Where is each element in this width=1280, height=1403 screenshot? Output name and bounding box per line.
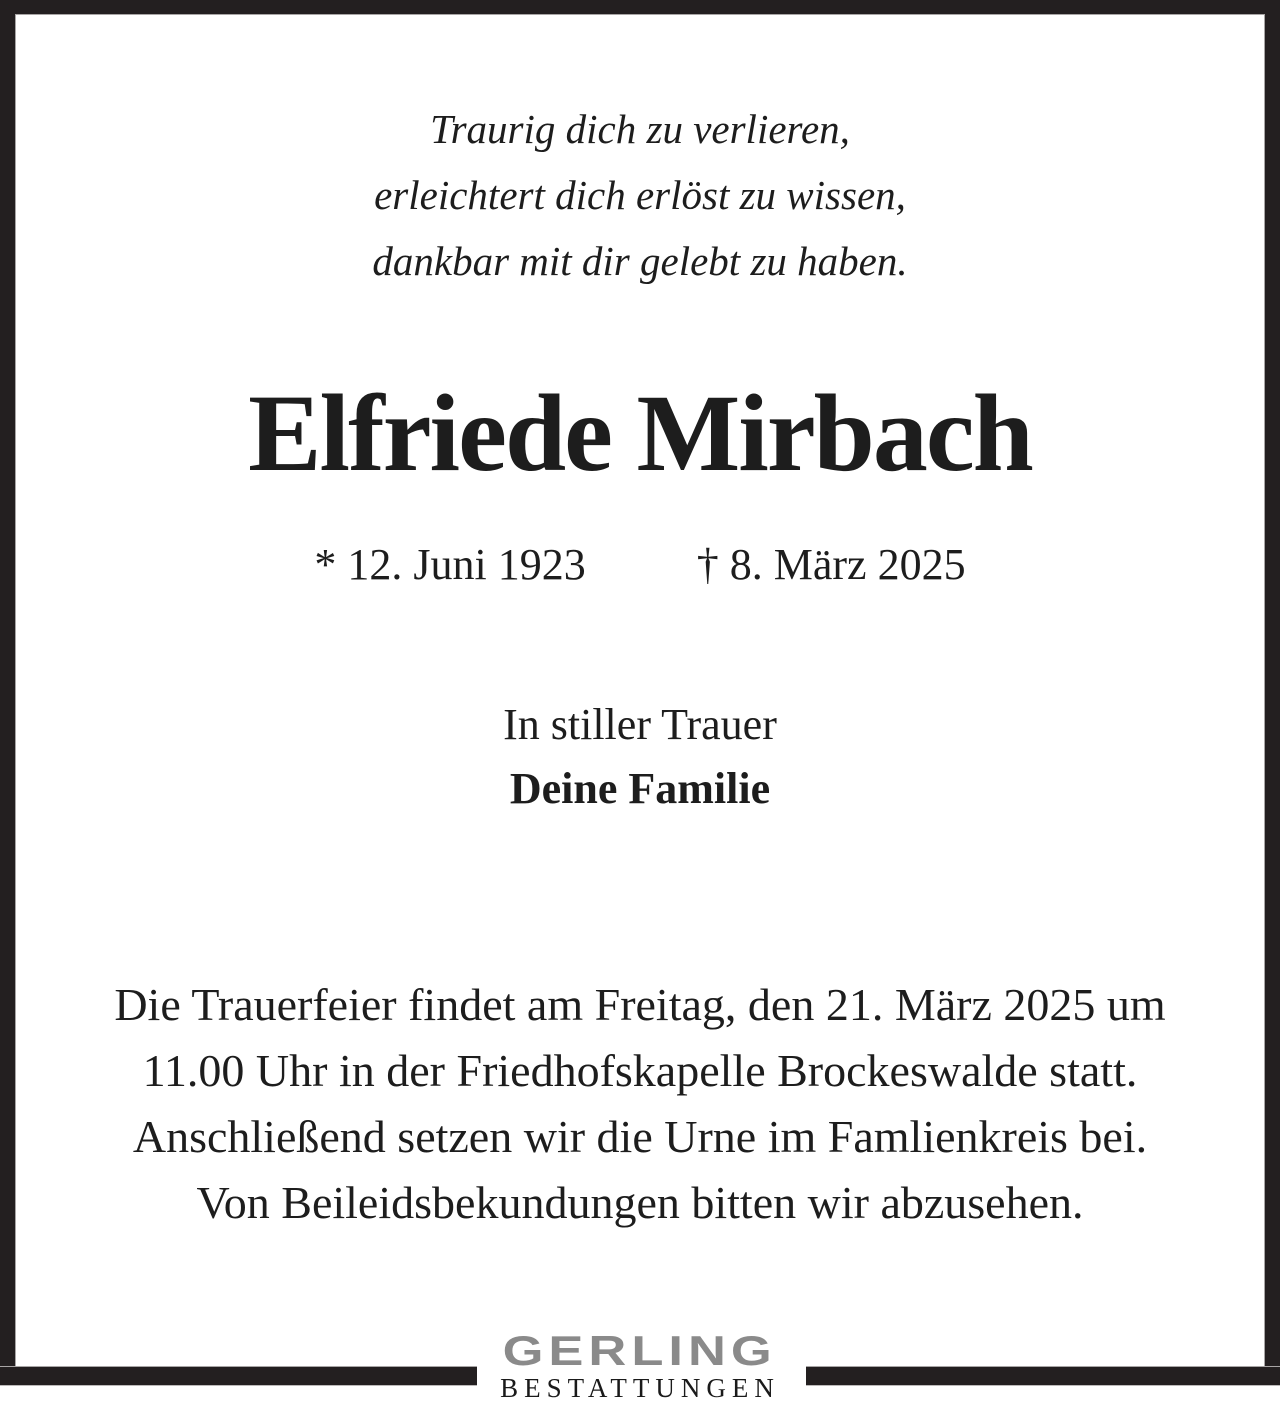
epigraph-line-3: dankbar mit dir gelebt zu haben. bbox=[372, 238, 908, 284]
announcement-line-3: Anschließend setzen wir die Urne im Famlienkreis bei. bbox=[132, 1111, 1148, 1162]
birth-date: * 12. Juni 1923 bbox=[314, 540, 586, 589]
epigraph-line-1: Traurig dich zu verlieren, bbox=[430, 106, 850, 152]
deceased-name: Elfriede Mirbach bbox=[248, 372, 1032, 494]
epigraph-line-2: erleichtert dich erlöst zu wissen, bbox=[374, 172, 906, 218]
announcement-line-4: Von Beileidsbekundungen bitten wir abzusehen. bbox=[196, 1177, 1084, 1228]
announcement-line-1: Die Trauerfeier findet am Freitag, den 21. März 2025 um bbox=[114, 979, 1166, 1030]
family-signature: Deine Familie bbox=[509, 764, 771, 813]
life-dates bbox=[15, 532, 1265, 598]
funeral-announcement bbox=[15, 972, 1265, 1236]
announcement-line-2: 11.00 Uhr in der Friedhofskapelle Brockeswalde statt. bbox=[142, 1045, 1138, 1096]
mourning-line: In stiller Trauer bbox=[503, 700, 777, 749]
funeral-home-name: GERLING bbox=[502, 1327, 778, 1374]
funeral-home-subtitle: BESTATTUNGEN bbox=[500, 1373, 780, 1403]
funeral-home-logo bbox=[15, 1327, 1265, 1403]
epigraph-verse bbox=[15, 96, 1265, 294]
death-date: † 8. März 2025 bbox=[696, 540, 966, 589]
